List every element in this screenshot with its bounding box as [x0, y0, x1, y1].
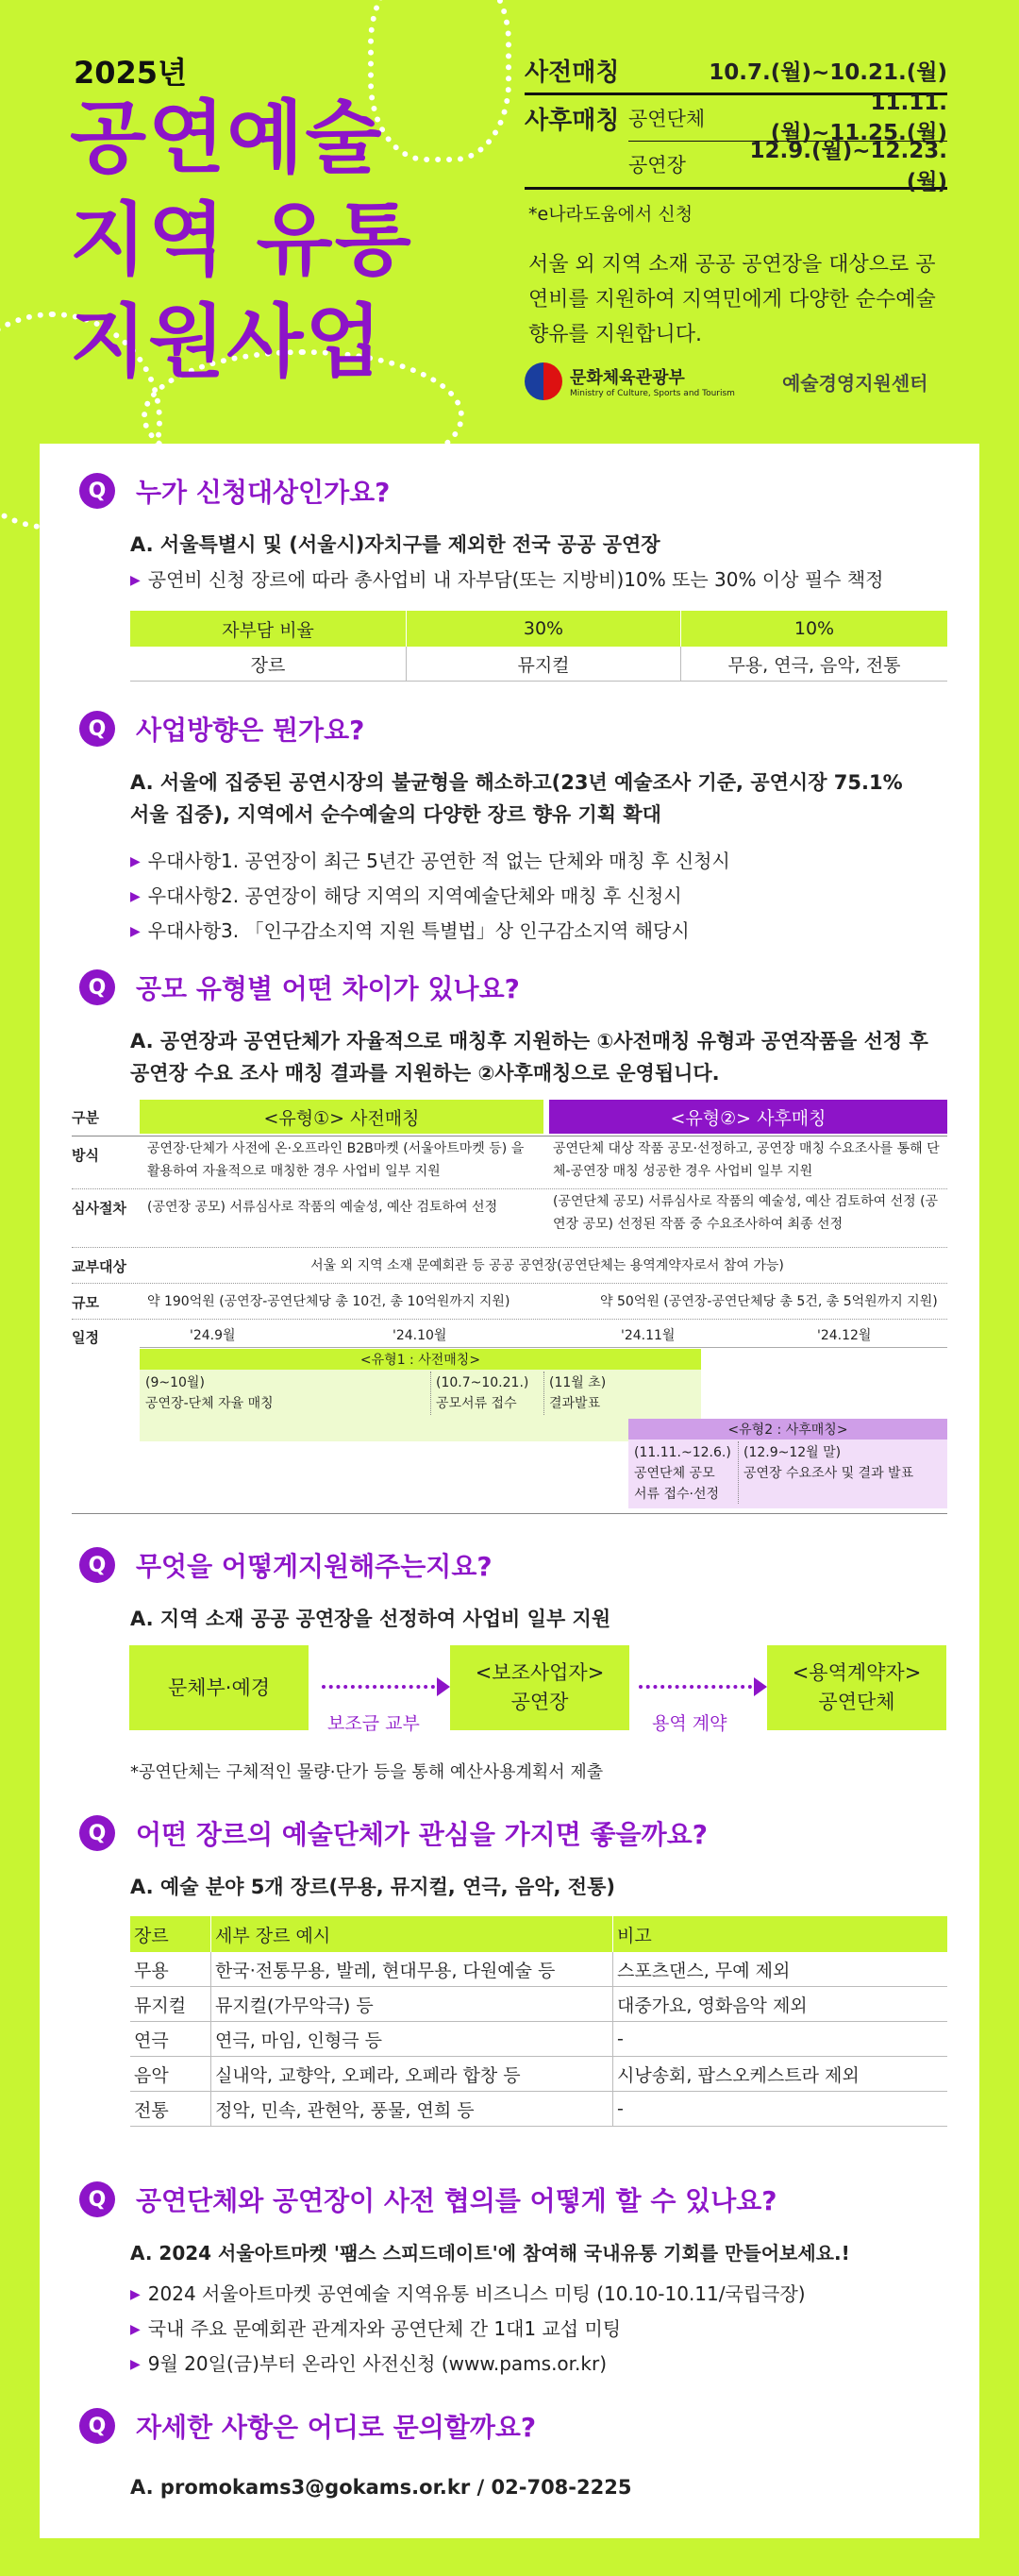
question-title: 무엇을 어떻게지원해주는지요?: [136, 1551, 493, 1582]
question-title: 공연단체와 공연장이 사전 협의를 어떻게 할 수 있나요?: [136, 2185, 777, 2216]
comparison-table: 구분 <유형①> 사전매칭 <유형②> 사후매칭 방식 공연장·단체가 사전에 온·오프라인 B2B마켓 (서울아트마켓 등) 을 활용하여 자율적으로 매칭한 경우 사업비 일부 지원 공연단체 대상 작품 공모·선정하고, 공연장 매칭 수요조사를 통해 단체-공연장 매칭 성공한 경우 사업비 일부 지원 심사절차 (공연장 공모) 서류심사로 작품의 예술성, 예산 검토하여 선정 (공연단체 공모) 서류심사로 작품의 예술성, 예산 검토하여 선정 (공연장 공모) 선정된 작품 중 수요조사하여 최종 선정 교부대상 서울 외 지역 소재 문예회관 등 공공 공연장(공연단체는 용역계약자로서 참여 가능) 규모 약 190억원 (공연장-공연단체당 총 10건, 총 10억원까지 지원) 약 50억원 (공연장-공연단체당 총 5건, 총 5억원까지 지원) 일정 '24.9월 '24.10월 '24.11월 '24.12월 <유형1 : 사전매칭> (9~10월) 공연장-단체 자율 매칭 (10.7~10.21.) 공모서류 접수 (11월 초) 결과발표 <유형2 : 사후매칭> (11.11.~12.6.) 공연단체 공모 서류 접수·선정 (12.9~12월 말) 공연장 수요조사 및 결과 발표: [72, 1098, 947, 1513]
logos: [525, 362, 928, 400]
answer: A. 예술 분야 5개 장르(무용, 뮤지컬, 연극, 음악, 전통): [130, 1876, 615, 1898]
year-label: 2025년: [74, 55, 187, 91]
q-badge: Q: [79, 969, 115, 1005]
month-oct: '24.10월: [393, 1328, 447, 1343]
flow-box-venue: <보조사업자> 공연장: [450, 1645, 629, 1730]
q-badge: Q: [79, 2181, 115, 2217]
month-nov: '24.11월: [621, 1328, 676, 1343]
faq-q4: [79, 1546, 947, 1635]
bullet-item: ▶ 우대사항1. 공연장이 최근 5년간 공연한 적 없는 단체와 매칭 후 신청시: [130, 846, 947, 877]
ministry-logo: 문화체육관광부 Ministry of Culture, Sports and Tourism: [525, 362, 735, 400]
type2-header: <유형②> 사후매칭: [549, 1100, 947, 1134]
schedule-block: 사전매칭 10.7.(월)~10.21.(월) 사후매칭 공연단체 11.11.(월)~11.25.(월) 공연장 12.9.(월)~12.23.(월): [525, 47, 947, 190]
month-dec: '24.12월: [817, 1328, 872, 1343]
page-title: 공연예술 지역 유통 지원사업: [70, 92, 413, 388]
q-badge: Q: [79, 711, 115, 747]
bullet-item: ▶ 9월 20일(금)부터 온라인 사전신청 (www.pams.or.kr): [130, 2349, 947, 2380]
description: 서울 외 지역 소재 공공 공연장을 대상으로 공연비를 지원하여 지역민에게 다양한 순수예술 향유를 지원합니다.: [528, 253, 936, 346]
table-row: 뮤지컬 뮤지컬(가무악극) 등 대중가요, 영화음악 제외: [130, 1987, 947, 2022]
pre-match-label: 사전매칭: [525, 58, 620, 87]
flow-label-contract: 용역 계약: [652, 1713, 727, 1734]
pre-match-date: 10.7.(월)~10.21.(월): [709, 59, 947, 85]
question-title: 사업방향은 뭔가요?: [136, 715, 365, 746]
faq-q5: [79, 1814, 947, 2127]
bullet-item: ▶ 우대사항3. 「인구감소지역 지원 특별법」상 인구감소지역 해당시: [130, 916, 947, 947]
q-badge: Q: [79, 1547, 115, 1583]
method-type2: 공연단체 대상 작품 공모·선정하고, 공연장 매칭 수요조사를 통해 단체-공연장 매칭 성공한 경우 사업비 일부 지원: [553, 1141, 940, 1179]
flow-box-ministry: 문체부·예경: [129, 1645, 309, 1730]
table-row: 연극 연극, 마임, 인형극 등 -: [130, 2022, 947, 2057]
faq-q3: [79, 968, 947, 1089]
q-badge: Q: [79, 1815, 115, 1851]
review-type1: (공연장 공모) 서류심사로 작품의 예술성, 예산 검토하여 선정: [147, 1200, 498, 1215]
post-match-label: 사후매칭: [525, 106, 620, 135]
flow-box-group: <용역계약자> 공연단체: [767, 1645, 946, 1730]
question-title: 자세한 사항은 어디로 문의할까요?: [136, 2412, 537, 2443]
scale-type2: 약 50억원 (공연장-공연단체당 총 5건, 총 5억원까지 지원): [600, 1294, 938, 1309]
faq-q7: [79, 2407, 947, 2503]
table-row: 전통 정악, 민속, 관현악, 풍물, 연희 등 -: [130, 2092, 947, 2127]
question-title: 공모 유형별 어떤 차이가 있나요?: [136, 973, 520, 1004]
bullet-item: ▶ 우대사항2. 공연장이 해당 지역의 지역예술단체와 매칭 후 신청시: [130, 881, 947, 912]
question-title: 누가 신청대상인가요?: [136, 477, 391, 508]
genre-table: 장르 세부 장르 예시 비고 무용 한국·전통무용, 발레, 현대무용, 다원예술 등 스포츠댄스, 무예 제외 뮤지컬 뮤지컬(가무악극) 등 대중가요, 영화음악 제외 연극 연극, 마임, 인형극 등 - 음악 실내악, 교향악, 오페라, 오페라 합창 등 시낭송회, 팝스오케스트라 제외 전통 정악, 민속, 관현악, 풍물, 연희 등 -: [130, 1916, 947, 2127]
arrow-right-icon: [437, 1677, 450, 1696]
bullet-item: ▶ 공연비 신청 장르에 따라 총사업비 내 자부담(또는 지방비)10% 또는 30% 이상 필수 책정: [130, 564, 947, 596]
arts-management-logo: 예술경영지원센터: [781, 371, 928, 395]
contact-answer: A. promokams3@gokams.or.kr / 02-708-2225: [130, 2476, 632, 2499]
scale-type1: 약 190억원 (공연장-공연단체당 총 10건, 총 10억원까지 지원): [147, 1294, 510, 1309]
review-type2: (공연단체 공모) 서류심사로 작품의 예술성, 예산 검토하여 선정 (공연장 공모) 선정된 작품 중 수요조사하여 최종 선정: [553, 1194, 939, 1232]
faq-q2: [79, 710, 947, 947]
faq-q6: [79, 2180, 947, 2380]
grant-target: 서울 외 지역 소재 문예회관 등 공공 공연장(공연단체는 용역계약자로서 참여 가능): [310, 1258, 784, 1273]
answer: A. 지역 소재 공공 공연장을 선정하여 사업비 일부 지원: [130, 1608, 611, 1630]
answer: A. 공연장과 공연단체가 자율적으로 매칭후 지원하는 ①사전매칭 유형과 공연작품을 선정 후 공연장 수요 조사 매칭 결과를 지원하는 ②사후매칭으로 운영됩니다.: [130, 1030, 928, 1085]
flow-note: *공연단체는 구체적인 물량·단가 등을 통해 예산사용계획서 제출: [130, 1762, 604, 1782]
flow-label-grant: 보조금 교부: [327, 1713, 420, 1734]
method-type1: 공연장·단체가 사전에 온·오프라인 B2B마켓 (서울아트마켓 등) 을 활용하여 자율적으로 매칭한 경우 사업비 일부 지원: [147, 1141, 525, 1179]
type1-header: <유형①> 사전매칭: [140, 1100, 543, 1134]
question-title: 어떤 장르의 예술단체가 관심을 가지면 좋을까요?: [136, 1819, 708, 1850]
ministry-emblem-icon: [525, 362, 562, 400]
q-badge: Q: [79, 2408, 115, 2444]
month-sep: '24.9월: [190, 1328, 236, 1343]
bullet-item: ▶ 국내 주요 문예회관 관계자와 공연단체 간 1대1 교섭 미팅: [130, 2314, 947, 2345]
answer: A. 서울특별시 및 (서울시)자치구를 제외한 전국 공공 공연장: [130, 533, 660, 556]
apply-note: *e나라도움에서 신청: [528, 204, 693, 225]
arrow-right-icon: [754, 1677, 767, 1696]
table-row: 음악 실내악, 교향악, 오페라, 오페라 합창 등 시낭송회, 팝스오케스트라 제외: [130, 2057, 947, 2092]
table-row: 무용 한국·전통무용, 발레, 현대무용, 다원예술 등 스포츠댄스, 무예 제외: [130, 1952, 947, 1987]
faq-q1: [79, 472, 947, 682]
hero-header: [0, 0, 1019, 444]
bullet-item: ▶ 2024 서울아트마켓 공연예술 지역유통 비즈니스 미팅 (10.10-10.11/국립극장): [130, 2279, 947, 2310]
label-category: 구분: [72, 1109, 99, 1126]
answer: A. 2024 서울아트마켓 '팸스 스피드데이트'에 참여해 국내유통 기회를 만들어보세요.!: [130, 2242, 850, 2265]
q-badge: Q: [79, 473, 115, 509]
support-flow: [129, 1645, 946, 1734]
answer: A. 서울에 집중된 공연시장의 불균형을 해소하고(23년 예술조사 기준, 공연시장 75.1% 서울 집중), 지역에서 순수예술의 다양한 장르 향유 기획 확대: [130, 771, 903, 826]
self-pay-table: 자부담 비율 30% 10% 장르 뮤지컬 무용, 연극, 음악, 전통: [130, 611, 947, 682]
